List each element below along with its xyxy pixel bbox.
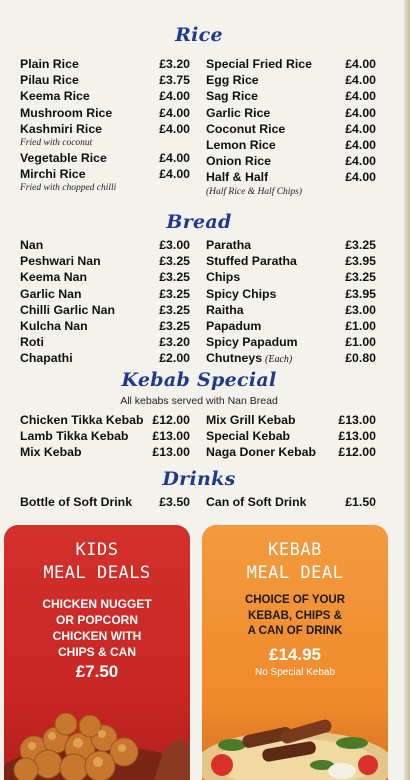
menu-item-name: Keema Rice xyxy=(20,89,90,104)
menu-item-price: £3.00 xyxy=(159,238,190,252)
bread-left-column xyxy=(20,237,190,367)
menu-item-price: £12.00 xyxy=(152,413,190,427)
kebab-meal-description xyxy=(202,593,388,640)
menu-item xyxy=(206,318,376,334)
menu-item xyxy=(20,494,190,510)
menu-item xyxy=(20,428,190,444)
menu-item-name: Stuffed Paratha xyxy=(206,254,297,269)
menu-item-name: Garlic Rice xyxy=(206,105,271,120)
menu-item xyxy=(20,166,190,182)
menu-item-name: Garlic Nan xyxy=(20,286,82,301)
menu-item-price: £1.00 xyxy=(345,319,376,334)
menu-item-name: Naga Doner Kebab xyxy=(206,445,317,460)
kebab-meal-deal-panel xyxy=(202,525,388,780)
menu-item-price: £3.25 xyxy=(159,254,190,269)
kebab-meal-desc-line: CHOICE OF YOUR xyxy=(244,594,346,606)
section-title-kebab: Kebab Special xyxy=(121,369,277,391)
menu-item-name: Nan xyxy=(20,238,44,252)
kebab-meal-title-line1: KEBAB xyxy=(268,540,322,560)
menu-item xyxy=(20,253,190,269)
menu-item-name: Vegetable Rice xyxy=(20,151,107,166)
menu-item-price: £4.00 xyxy=(345,121,376,136)
rice-right-column xyxy=(206,56,376,199)
kids-meal-desc-line: CHICKEN NUGGET xyxy=(42,597,152,611)
menu-item xyxy=(206,269,376,285)
kids-meal-title-line2: MEAL DEALS xyxy=(43,563,151,583)
kids-meal-title-line1: KIDS xyxy=(75,540,119,560)
menu-item-name: Paratha xyxy=(206,238,252,252)
kebab-plate-image xyxy=(202,685,388,780)
menu-item-price: £3.25 xyxy=(159,302,190,317)
menu-item-price: £13.00 xyxy=(152,445,190,460)
menu-item xyxy=(206,105,376,121)
menu-item xyxy=(206,253,376,269)
menu-item-price: £3.00 xyxy=(345,302,376,317)
menu-item-price: £4.00 xyxy=(345,73,376,88)
menu-item xyxy=(20,72,190,88)
menu-item-name: Chicken Tikka Kebab xyxy=(20,413,144,427)
kebab-meal-title-line2: MEAL DEAL xyxy=(246,563,344,583)
menu-item-name: Bottle of Soft Drink xyxy=(20,495,133,509)
menu-item-subtext: (Half Rice & Half Chips) xyxy=(206,186,303,197)
menu-item-price: £3.95 xyxy=(345,286,376,301)
menu-item xyxy=(206,88,376,104)
menu-item-name: Kulcha Nan xyxy=(20,319,88,334)
menu-item xyxy=(206,494,376,510)
menu-item-price: £3.75 xyxy=(159,73,190,88)
rice-left-column xyxy=(20,56,190,195)
menu-item xyxy=(20,334,190,350)
menu-item-name: Lemon Rice xyxy=(206,138,276,153)
kebab-meal-title xyxy=(202,539,388,585)
menu-item-price: £4.00 xyxy=(345,57,376,71)
menu-item-subtext: Fried with coconut xyxy=(20,138,93,149)
kids-meal-desc-line: OR POPCORN xyxy=(55,613,138,627)
menu-item-price: £3.25 xyxy=(345,238,376,252)
menu-item xyxy=(20,56,190,72)
menu-item xyxy=(20,302,190,318)
menu-item-price: £4.00 xyxy=(345,105,376,120)
menu-item-name: Spicy Chips xyxy=(206,286,277,301)
section-title-bread: Bread xyxy=(166,211,232,233)
menu-item-price: £1.00 xyxy=(345,335,376,350)
menu-item-price: £3.25 xyxy=(345,270,376,285)
menu-item-price: £3.95 xyxy=(345,254,376,269)
kids-meal-desc-line: CHIPS & CAN xyxy=(57,645,136,659)
menu-item-subtext: Fried with chopped chilli xyxy=(20,183,117,194)
menu-item-price: £13.00 xyxy=(338,413,376,427)
menu-item-price: £4.00 xyxy=(345,154,376,169)
menu-item-price: £12.00 xyxy=(338,445,376,460)
menu-item-price: £4.00 xyxy=(159,105,190,120)
menu-item-name: Pilau Rice xyxy=(20,73,79,88)
menu-item-price: £4.00 xyxy=(159,167,190,182)
section-title-rice: Rice xyxy=(175,24,223,46)
menu-item-name: Raitha xyxy=(206,302,244,317)
menu-item-name: Chapathi xyxy=(20,351,73,366)
kebab-meal-price: £14.95 xyxy=(269,645,321,664)
menu-item-price: £3.50 xyxy=(159,495,190,509)
menu-item xyxy=(206,350,376,368)
menu-item xyxy=(206,302,376,318)
menu-item-price: £3.25 xyxy=(159,286,190,301)
menu-item xyxy=(20,150,190,166)
kebab-meal-desc-line: A CAN OF DRINK xyxy=(247,625,343,637)
menu-item-price: £3.25 xyxy=(159,319,190,334)
menu-item-name: Sag Rice xyxy=(206,89,258,104)
menu-item xyxy=(20,237,190,253)
drinks-left-column xyxy=(20,494,190,510)
menu-item xyxy=(206,121,376,137)
menu-item-name: Plain Rice xyxy=(20,57,79,71)
menu-item xyxy=(206,72,376,88)
menu-item xyxy=(20,318,190,334)
menu-item xyxy=(206,237,376,253)
menu-item-name: Special Kebab xyxy=(206,429,291,444)
kids-meal-price: £7.50 xyxy=(75,662,119,681)
menu-item-name: Chutneys xyxy=(206,351,263,366)
menu-item xyxy=(206,444,376,460)
kebab-left-column xyxy=(20,412,190,461)
menu-item-name: Mirchi Rice xyxy=(20,167,86,182)
menu-item-price: £4.00 xyxy=(345,138,376,153)
menu-item xyxy=(206,56,376,72)
menu-item xyxy=(20,269,190,285)
menu-item-price: £4.00 xyxy=(159,121,190,136)
menu-item-price: £4.00 xyxy=(345,89,376,104)
menu-item-price: £13.00 xyxy=(338,429,376,444)
menu-item xyxy=(206,169,376,185)
menu-item-name: Mix Grill Kebab xyxy=(206,413,296,427)
menu-item-price: £2.00 xyxy=(159,351,190,366)
menu-item-name: Half & Half xyxy=(206,170,269,185)
menu-item-price: £4.00 xyxy=(159,89,190,104)
menu-item-name: Coconut Rice xyxy=(206,121,286,136)
menu-item-name: Egg Rice xyxy=(206,73,259,88)
menu-item-name: Keema Nan xyxy=(20,270,87,285)
menu-item-name: Special Fried Rice xyxy=(206,57,312,71)
menu-item xyxy=(206,286,376,302)
menu-item xyxy=(20,121,190,137)
menu-item xyxy=(20,412,190,428)
menu-item xyxy=(206,334,376,350)
menu-item-price: £4.00 xyxy=(159,151,190,166)
menu-item-price: £0.80 xyxy=(345,351,376,366)
kids-meal-title xyxy=(4,539,190,585)
menu-item xyxy=(20,286,190,302)
menu-item xyxy=(206,137,376,153)
menu-item-name: Chilli Garlic Nan xyxy=(20,302,115,317)
menu-item-price: £3.20 xyxy=(159,335,190,350)
kebab-note: All kebabs served with Nan Bread xyxy=(120,395,278,407)
menu-item xyxy=(20,350,190,366)
chicken-nuggets-image xyxy=(4,680,190,780)
menu-item-name: Can of Soft Drink xyxy=(206,495,307,509)
page-edge xyxy=(404,0,410,780)
menu-item xyxy=(206,153,376,169)
menu-item-price: £1.50 xyxy=(345,495,376,509)
menu-item-price: £4.00 xyxy=(345,170,376,185)
menu-item-name: Roti xyxy=(20,335,44,350)
menu-item xyxy=(20,444,190,460)
kebab-meal-desc-line: KEBAB, CHIPS & xyxy=(248,609,342,622)
menu-item-price: £3.20 xyxy=(159,57,190,71)
kebab-meal-note: No Special Kebab xyxy=(254,667,336,678)
menu-item-name: Peshwari Nan xyxy=(20,254,101,269)
menu-item-name: Papadum xyxy=(206,319,262,334)
menu-item-name: Mushroom Rice xyxy=(20,105,113,120)
menu-item-name: Spicy Papadum xyxy=(206,335,298,350)
kebab-right-column xyxy=(206,412,376,461)
menu-item-each-note: (Each) xyxy=(265,354,293,366)
menu-item-name: Kashmiri Rice xyxy=(20,121,103,136)
menu-item xyxy=(206,412,376,428)
drinks-right-column xyxy=(206,494,376,510)
menu-item-price: £13.00 xyxy=(152,429,190,444)
kids-meal-desc-line: CHICKEN WITH xyxy=(52,629,142,643)
menu-item xyxy=(206,428,376,444)
bread-right-column xyxy=(206,237,376,369)
menu-item xyxy=(20,105,190,121)
menu-item xyxy=(20,88,190,104)
kids-meal-deal-panel xyxy=(4,525,190,780)
kids-meal-description xyxy=(4,596,190,660)
menu-item-name: Onion Rice xyxy=(206,154,271,169)
menu-item-price: £3.25 xyxy=(159,270,190,285)
menu-item-name: Mix Kebab xyxy=(20,445,82,460)
section-title-drinks: Drinks xyxy=(162,468,236,490)
menu-item-name: Lamb Tikka Kebab xyxy=(20,429,129,444)
menu-item-name: Chips xyxy=(206,270,241,285)
